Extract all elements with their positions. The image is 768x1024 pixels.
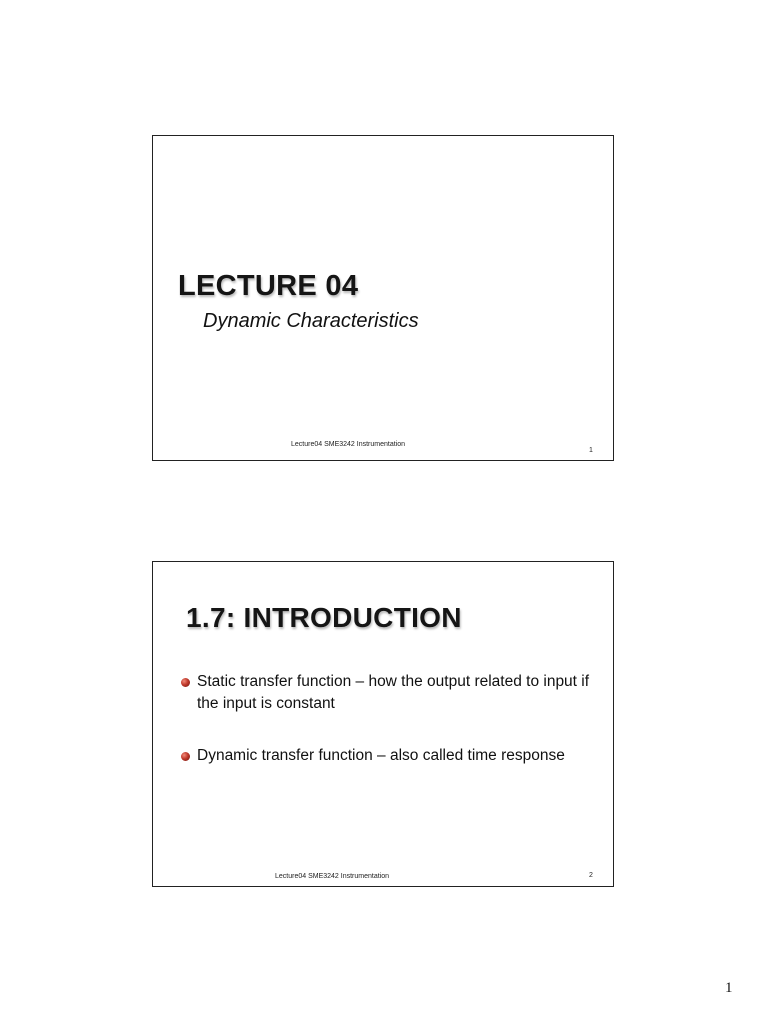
document-page-number: 1 xyxy=(725,980,733,996)
bullet-icon xyxy=(181,678,190,687)
slide-footer: Lecture04 SME3242 Instrumentation xyxy=(291,441,406,448)
bullet-item xyxy=(181,671,596,715)
slide-2 xyxy=(152,561,614,887)
slide-1 xyxy=(152,135,614,461)
bullet-text: Dynamic transfer function – also called time response xyxy=(197,747,565,764)
slide-page-number: 2 xyxy=(589,872,593,879)
slide-footer: Lecture04 SME3242 Instrumentation xyxy=(275,873,390,880)
bullet-list xyxy=(181,671,596,767)
bullet-item xyxy=(181,745,596,767)
bullet-text: Static transfer function – how the output related to input if the input is constant xyxy=(197,673,590,712)
slide-title: 1.7: INTRODUCTION xyxy=(186,602,462,633)
slide-page-number: 1 xyxy=(589,447,593,454)
bullet-icon xyxy=(181,752,190,761)
slide-title: LECTURE 04 xyxy=(178,270,359,302)
slide-subtitle: Dynamic Characteristics xyxy=(203,310,419,332)
